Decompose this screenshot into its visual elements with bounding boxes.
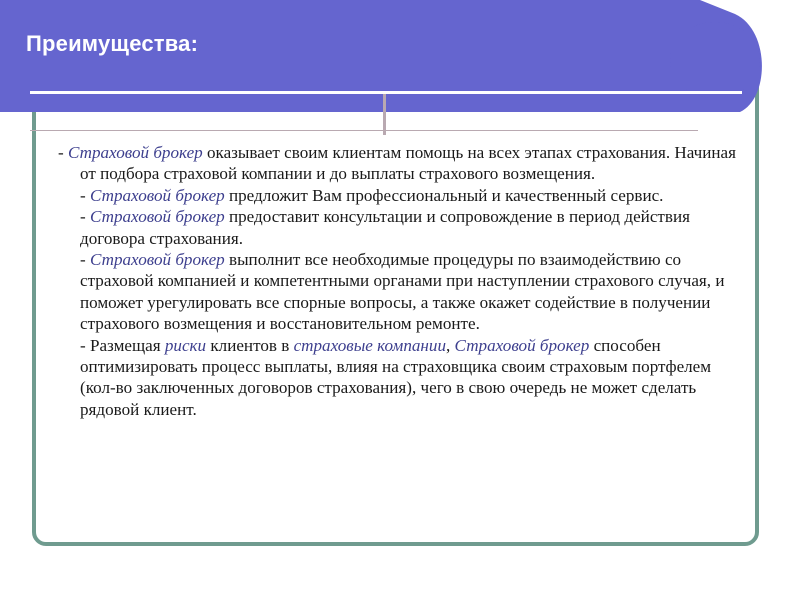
paragraph-lead: - — [80, 185, 90, 205]
paragraph-text: клиентов в — [206, 335, 294, 355]
paragraph-text: предложит Вам профессиональный и качественный сервис. — [224, 185, 664, 205]
banner-stripe — [30, 91, 742, 94]
paragraph-3 — [58, 206, 748, 249]
paragraph-lead: - Размещая — [80, 335, 165, 355]
paragraph-2 — [58, 185, 748, 206]
paragraph-text: оказывает своим клиентам помощь на всех этапах страхования. Начиная от подбора страховой компании и до выплаты страхового возмещения. — [80, 143, 736, 184]
title-divider — [30, 130, 698, 131]
highlight-broker: Страховой брокер — [454, 335, 590, 355]
highlight-broker: Страховой брокер — [89, 207, 225, 227]
paragraph-1 — [58, 142, 748, 185]
banner-cap — [670, 22, 760, 98]
paragraph-lead: - — [80, 207, 90, 227]
paragraph-text: выполнит все необходимые процедуры по взаимодействию со страховой компанией и компетентными органами при наступлении страхового случая, и поможет урегулировать все спорные вопросы, а также окажет содействие в получении страхового возмещения и восстановительном ремонте. — [80, 250, 725, 334]
paragraph-5 — [58, 335, 748, 421]
slide-title: Преимущества: — [26, 31, 199, 56]
paragraph-text: , — [446, 335, 455, 355]
paragraph-lead: - — [58, 143, 68, 162]
highlight-broker: Страховой брокер — [89, 250, 225, 270]
paragraph-text: предоставит консультации и сопровождение в период действия договора страхования. — [80, 207, 690, 248]
highlight-broker: Страховой брокер — [89, 185, 225, 205]
highlight-broker: Страховой брокер — [67, 143, 203, 162]
paragraph-lead: - — [80, 250, 90, 270]
slide-body — [58, 142, 748, 420]
paragraph-4 — [58, 249, 748, 335]
paragraph-text: способен оптимизировать процесс выплаты, влияя на страховщика своим страховым портфелем (кол-во заключенных договоров страхования), чего в свою очередь не может сделать рядовой клиент. — [80, 335, 712, 419]
highlight-risks: риски — [164, 335, 207, 355]
highlight-insurance-companies: страховые компании — [293, 335, 446, 355]
title-banner — [0, 0, 800, 140]
